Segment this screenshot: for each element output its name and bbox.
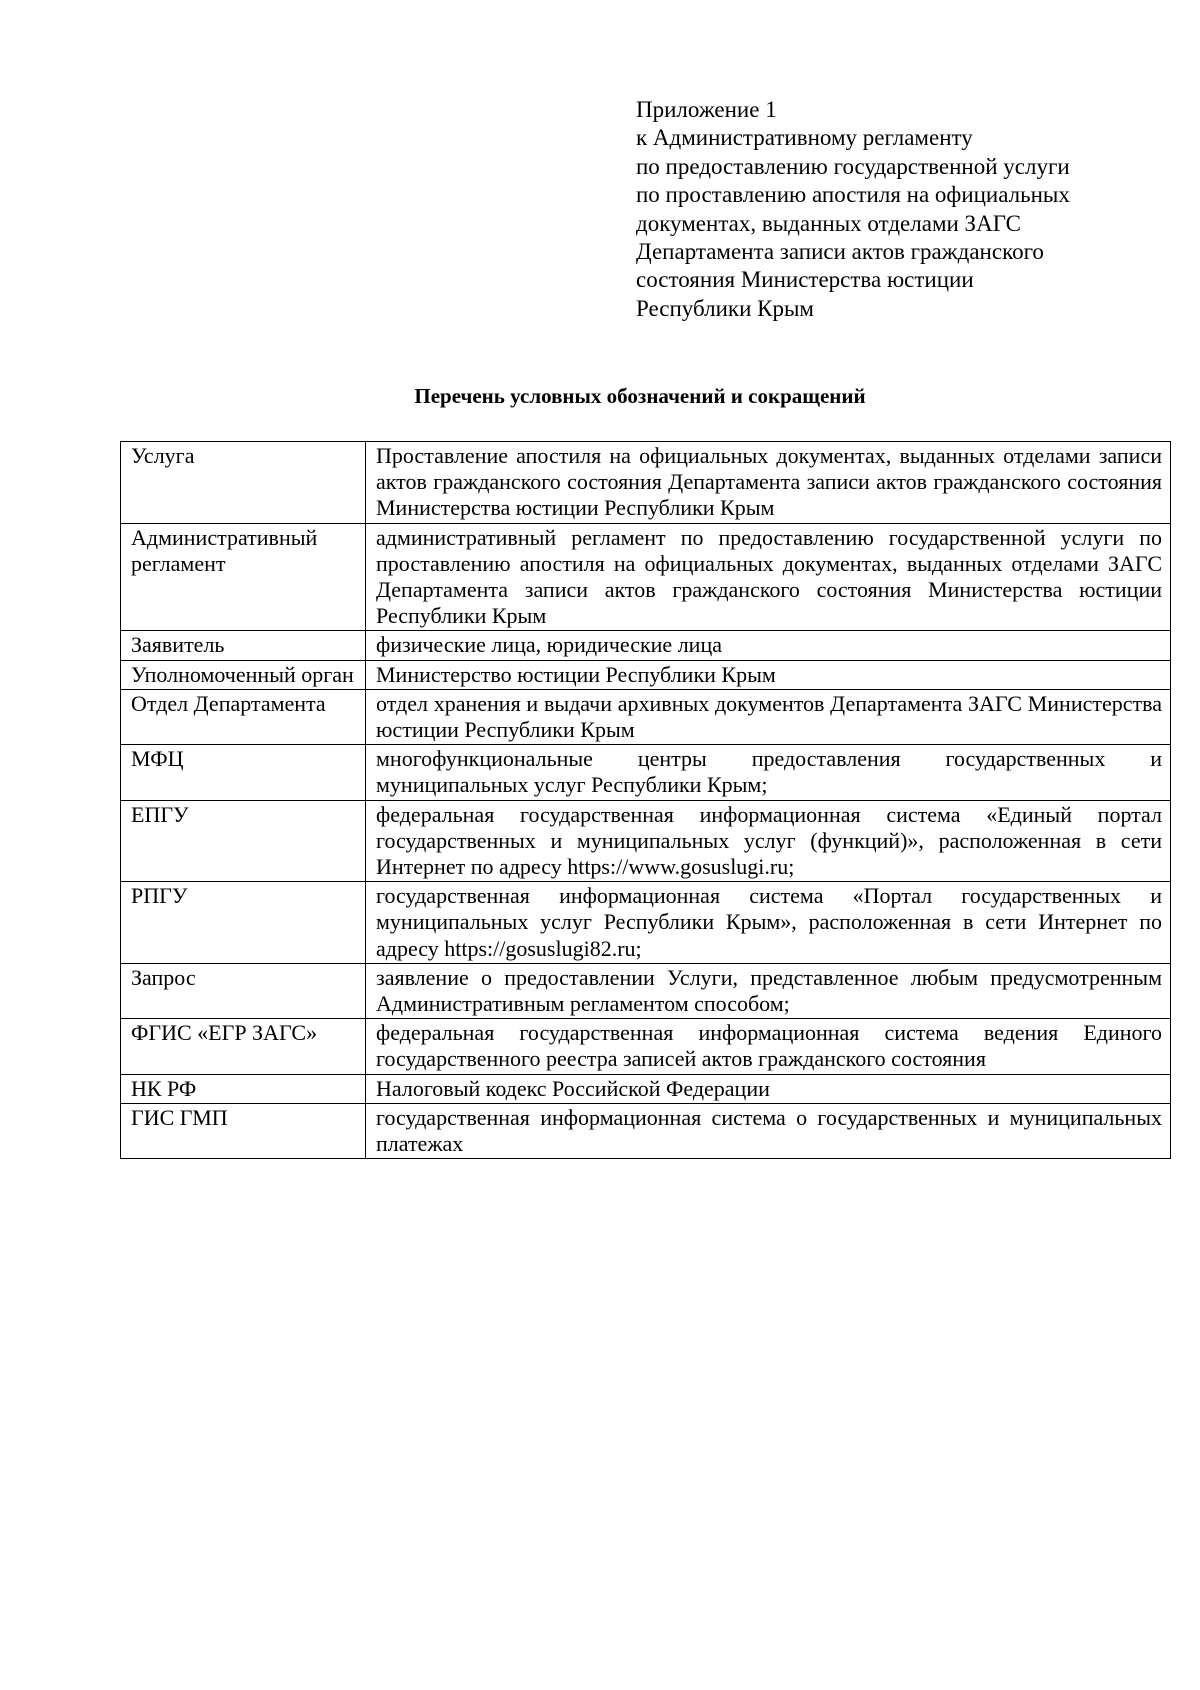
definition-cell: федеральная государственная информационная система ведения Единого государственного реестра записей актов гражданского состояния: [366, 1019, 1171, 1074]
term-cell: Услуга: [121, 442, 366, 524]
table-row: [121, 1103, 1171, 1158]
definition-cell: административный регламент по предоставлению государственной услуги по проставлению апостиля на официальных документах, выданных отделами ЗАГС Департамента записи актов гражданского состояния Министерства юстиции Республики Крым: [366, 523, 1171, 631]
abbreviations-table: [120, 441, 1171, 1159]
table-row: [121, 745, 1171, 800]
appendix-header-line: Республики Крым: [636, 295, 814, 321]
term-cell: ФГИС «ЕГР ЗАГС»: [121, 1019, 366, 1074]
term-cell: ЕПГУ: [121, 800, 366, 882]
table-row: [121, 1019, 1171, 1074]
table-row: [121, 442, 1171, 524]
document-title: Перечень условных обозначений и сокращений: [414, 384, 866, 408]
term-cell: МФЦ: [121, 745, 366, 800]
definition-cell: отдел хранения и выдачи архивных документов Департамента ЗАГС Министерства юстиции Республики Крым: [366, 689, 1171, 744]
appendix-header-line: Приложение 1: [636, 97, 777, 122]
appendix-header-line: состояния Министерства юстиции: [636, 267, 974, 293]
table-row: [121, 660, 1171, 689]
definition-cell: Проставление апостиля на официальных документах, выданных отделами записи актов гражданского состояния Департамента записи актов гражданского состояния Министерства юстиции Республики Крым: [366, 442, 1171, 524]
term-cell: Административный регламент: [121, 523, 366, 631]
definition-cell: федеральная государственная информационная система «Единый портал государственных и муниципальных услуг (функций)», расположенная в сети Интернет по адресу https://www.gosuslugi.ru;: [366, 800, 1171, 882]
table-row: [121, 882, 1171, 964]
definition-cell: физические лица, юридические лица: [366, 631, 1171, 660]
term-cell: Запрос: [121, 963, 366, 1018]
term-cell: ГИС ГМП: [121, 1103, 366, 1158]
appendix-header-line: к Административному регламенту: [636, 125, 973, 151]
table-row: [121, 1074, 1171, 1103]
definition-cell: многофункциональные центры предоставления государственных и муниципальных услуг Республики Крым;: [366, 745, 1171, 800]
table-row: [121, 523, 1171, 631]
appendix-header-line: документах, выданных отделами ЗАГС: [636, 210, 1022, 236]
term-cell: Уполномоченный орган: [121, 660, 366, 689]
term-cell: РПГУ: [121, 882, 366, 964]
appendix-header-line: по предоставлению государственной услуги: [636, 153, 1070, 179]
term-cell: Заявитель: [121, 631, 366, 660]
table-row: [121, 689, 1171, 744]
abbreviations-table-body: [121, 442, 1171, 1159]
term-cell: Отдел Департамента: [121, 689, 366, 744]
appendix-header-line: Департамента записи актов гражданского: [636, 239, 1044, 265]
term-cell: НК РФ: [121, 1074, 366, 1103]
table-row: [121, 963, 1171, 1018]
definition-cell: Налоговый кодекс Российской Федерации: [366, 1074, 1171, 1103]
definition-cell: Министерство юстиции Республики Крым: [366, 660, 1171, 689]
table-row: [121, 800, 1171, 882]
definition-cell: государственная информационная система о государственных и муниципальных платежах: [366, 1103, 1171, 1158]
definition-cell: заявление о предоставлении Услуги, представленное любым предусмотренным Административным регламентом способом;: [366, 963, 1171, 1018]
appendix-header-line: по проставлению апостиля на официальных: [636, 182, 1070, 208]
appendix-header: [636, 96, 1156, 323]
table-row: [121, 631, 1171, 660]
definition-cell: государственная информационная система «Портал государственных и муниципальных услуг Республики Крым», расположенная в сети Интернет по адресу https://gosuslugi82.ru;: [366, 882, 1171, 964]
